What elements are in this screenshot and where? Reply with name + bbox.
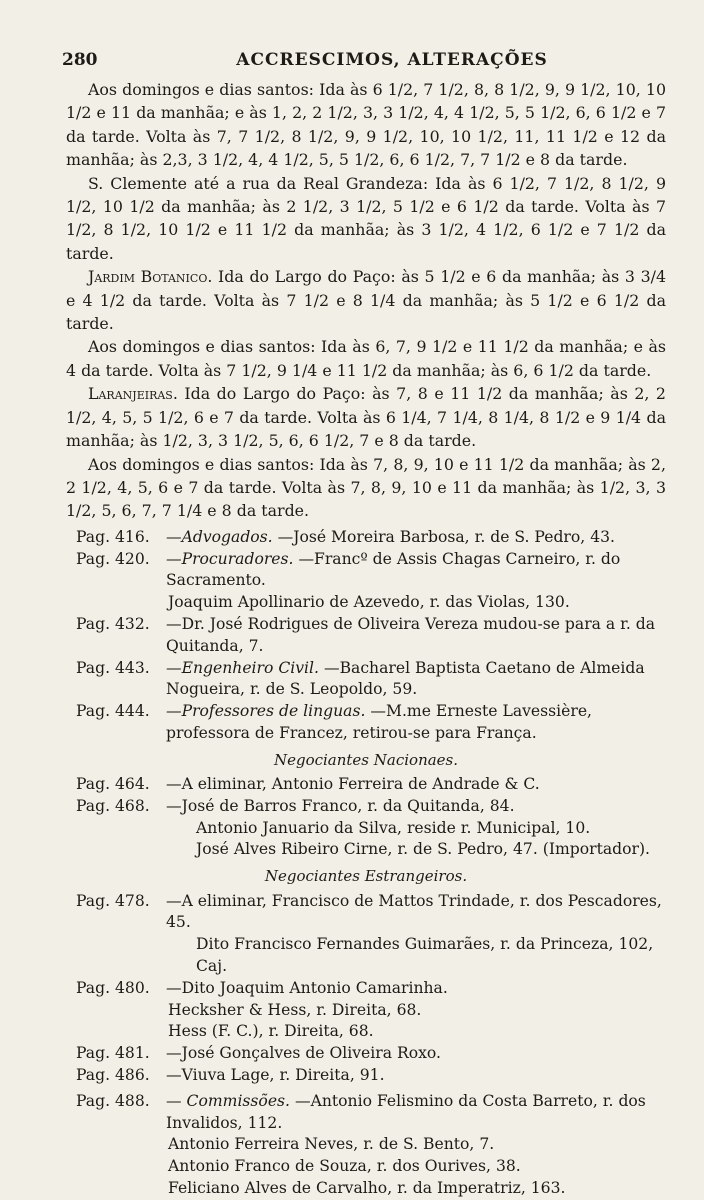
entry-body: —Dr. José Rodrigues de Oliveira Vereza mudou-se para a r. da Quitanda, 7. xyxy=(166,614,656,655)
entry-line: José Alves Ribeiro Cirne, r. de S. Pedro, 47. (Importador). xyxy=(196,840,651,859)
entry-page-ref: Pag. 432. xyxy=(76,614,150,633)
entry-page-ref: Pag. 420. xyxy=(76,549,150,568)
entry-text xyxy=(166,701,666,745)
entry-pag-416 xyxy=(66,527,666,549)
entry-page-ref: Pag. 478. xyxy=(76,891,150,910)
entry-pag-486 xyxy=(66,1065,666,1087)
entry-page-ref: Pag. 480. xyxy=(76,978,150,997)
entry-body: —A eliminar, Francisco de Mattos Trindade, r. dos Pescadores, 45. xyxy=(166,891,662,932)
entry-body: —Viuva Lage, r. Direita, 91. xyxy=(166,1066,385,1085)
entry-body: —José Moreira Barbosa, r. de S. Pedro, 43. xyxy=(277,527,615,546)
entry-page-ref: Pag. 488. xyxy=(76,1091,150,1110)
section-label-jardim-botanico: Jardim Botanico. xyxy=(88,267,213,287)
entry-pag-488 xyxy=(66,1091,666,1200)
entry-pag-443 xyxy=(66,658,666,702)
entry-title: —Engenheiro Civil. xyxy=(166,658,319,677)
entry-body: —M.me Erneste Lavessière, professora de Francez, retirou-se para França. xyxy=(166,702,593,742)
paragraph-text: Ida do Largo do Paço: às 5 1/2 e 6 da manhãa; às 3 3/4 e 4 1/2 da tarde. Volta às 7 1/2 e 8 1/4 da manhãa; às 5 1/2 e 6 1/2 da tarde. xyxy=(66,267,666,334)
paragraph-sundays-schedule: Aos domingos e dias santos: Ida às 6 1/2, 7 1/2, 8, 8 1/2, 9, 9 1/2, 10, 10 1/2 e 11 da manhãa; e às 1, 2, 2 1/2, 3, 3 1/2, 4, 4 1/2, 5, 5 1/2, 6, 6 1/2 e 7 da tarde. Volta às 7, 7 1/2, 8 1/2, 9, 9 1/2, 10, 10 1/2, 11, 11 1/2 e 12 da manhãa; às 2,3, 3 1/2, 4, 4 1/2, 5, 5 1/2, 6, 6 1/2, 7, 7 1/2 e 8 da tarde. xyxy=(66,80,666,170)
entry-title: —Professores de linguas. xyxy=(166,702,366,721)
entry-line: Feliciano Alves de Carvalho, r. da Imperatriz, 163. xyxy=(168,1179,566,1198)
entry-line: Antonio Franco de Souza, r. dos Ourives, 38. xyxy=(168,1157,521,1176)
paragraph-jardim-botanico xyxy=(66,265,666,335)
entry-page-ref: Pag. 416. xyxy=(76,527,150,546)
entry-body: —Antonio Felismino da Costa Barreto, r. dos Invalidos, 112. xyxy=(166,1091,646,1132)
entry-body: —Bacharel Baptista Caetano de Almeida Nogueira, r. de S. Leopoldo, 59. xyxy=(166,658,645,699)
entry-title: —Advogados. xyxy=(166,527,273,546)
section-label-laranjeiras: Laranjeiras. xyxy=(88,384,178,404)
section-heading-estrangeiros: Negociantes Estrangeiros. xyxy=(264,867,468,886)
page-number: 280 xyxy=(62,50,98,70)
entry-body: —Dito Joaquim Antonio Camarinha. xyxy=(166,978,448,997)
entry-page-ref: Pag. 468. xyxy=(76,796,150,815)
entry-pag-420 xyxy=(66,549,666,614)
entry-text xyxy=(166,527,666,549)
entry-body: —Francº de Assis Chagas Carneiro, r. do Sacramento. xyxy=(166,549,621,590)
entry-line: Antonio Ferreira Neves, r. de S. Bento, 7. xyxy=(168,1135,495,1154)
entry-pag-468 xyxy=(66,796,666,861)
entry-pag-480 xyxy=(66,978,666,1043)
entry-page-ref: Pag. 486. xyxy=(76,1066,150,1085)
entry-page-ref: Pag. 481. xyxy=(76,1044,150,1063)
entry-pag-464 xyxy=(66,774,666,796)
paragraph-laranjeiras-sundays: Aos domingos e dias santos: Ida às 7, 8, 9, 10 e 11 1/2 da manhãa; às 2, 2 1/2, 4, 5, 6 e 7 da tarde. Volta às 7, 8, 9, 10 e 11 da manhãa; às 1/2, 3, 3 1/2, 5, 6, 7, 7 1/4 e 8 da tarde. xyxy=(66,454,666,521)
paragraph-laranjeiras xyxy=(66,382,666,452)
entry-text xyxy=(166,658,666,702)
entry-line: Antonio Januario da Silva, reside r. Municipal, 10. xyxy=(196,818,591,837)
entry-line: Hecksher & Hess, r. Direita, 68. xyxy=(168,1000,422,1019)
paragraph-jardim-sundays: Aos domingos e dias santos: Ida às 6, 7, 9 1/2 e 11 1/2 da manhãa; e às 4 da tarde. Volta às 7 1/2, 9 1/4 e 11 1/2 da manhãa; às 6, 6 1/2 da tarde. xyxy=(66,337,666,380)
entry-pag-478 xyxy=(66,891,666,978)
entry-pag-481 xyxy=(66,1043,666,1065)
entry-page-ref: Pag. 464. xyxy=(76,775,150,794)
entry-page-ref: Pag. 443. xyxy=(76,658,150,677)
section-heading-nacionaes: Negociantes Nacionaes. xyxy=(273,750,459,769)
entry-line: Dito Francisco Fernandes Guimarães, r. da Princeza, 102, Caj. xyxy=(196,935,654,976)
entry-title: —Procuradores. xyxy=(166,549,294,568)
entry-line: Joaquim Apollinario de Azevedo, r. das Violas, 130. xyxy=(168,593,570,612)
page-header xyxy=(62,50,662,78)
entry-body: —José de Barros Franco, r. da Quitanda, 84. xyxy=(166,796,515,815)
entry-pag-444 xyxy=(66,701,666,745)
entry-body: —José Gonçalves de Oliveira Roxo. xyxy=(166,1044,441,1063)
paragraph-s-clemente: S. Clemente até a rua da Real Grandeza: Ida às 6 1/2, 7 1/2, 8 1/2, 9 1/2, 10 1/2 da manhãa; às 2 1/2, 3 1/2, 5 1/2 e 6 1/2 da tarde. Volta às 7 1/2, 8 1/2, 10 1/2 e 11 1/2 da manhãa; às 3 1/2, 4 1/2, 6 1/2 e 7 1/2 da tarde. xyxy=(66,173,666,263)
running-title: ACCRESCIMOS, ALTERAÇÕES xyxy=(236,50,548,70)
paragraph-text: Ida do Largo do Paço: às 7, 8 e 11 1/2 da manhãa; às 2, 2 1/2, 4, 5, 5 1/2, 6 e 7 da tarde. Volta às 6 1/4, 7 1/4, 8 1/4, 8 1/2 e 9 1/4 da manhãa; às 1/2, 3, 3 1/2, 5, 6, 6 1/2, 7 e 8 da tarde. xyxy=(66,384,666,451)
entry-title: — Commissões. xyxy=(166,1091,291,1110)
entry-body: —A eliminar, Antonio Ferreira de Andrade & C. xyxy=(166,775,540,794)
entry-text xyxy=(166,1091,666,1135)
entry-page-ref: Pag. 444. xyxy=(76,702,150,721)
entry-pag-432 xyxy=(66,614,666,658)
entry-text xyxy=(166,549,666,593)
page-body xyxy=(66,78,666,1200)
entry-line: Hess (F. C.), r. Direita, 68. xyxy=(168,1022,374,1041)
